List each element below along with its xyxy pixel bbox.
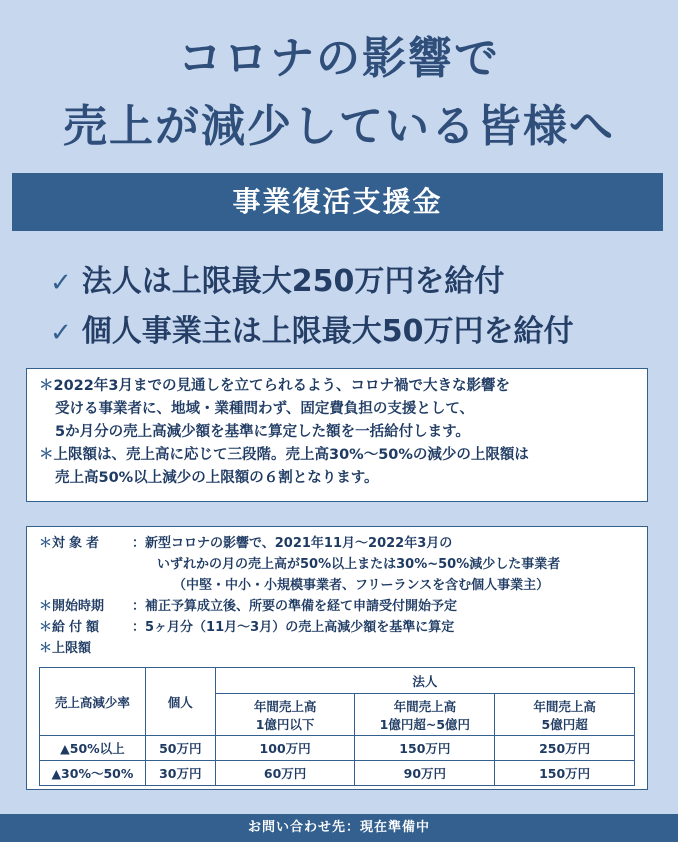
header-corp-small — [215, 694, 355, 736]
highlight-corporate-text: 法人は上限最大250万円を給付 — [81, 264, 505, 299]
contact-footer: お問い合わせ先：現在準備中 — [0, 814, 678, 842]
individual-cell: 30万円 — [145, 761, 215, 786]
rate-cell: ▲30%～50% — [40, 761, 146, 786]
target-label: 対象者 — [52, 536, 104, 551]
header-individual: 個人 — [145, 668, 215, 736]
asterisk-icon: ＊ — [39, 447, 54, 463]
corp-mid-cell: 150万円 — [355, 736, 495, 761]
table-row — [40, 761, 635, 786]
check-icon: ✓ — [50, 318, 72, 348]
asterisk-icon: ＊ — [39, 378, 54, 394]
start-entry — [39, 596, 635, 617]
rate-cell: ▲50%以上 — [40, 736, 146, 761]
highlight-corporate — [50, 256, 504, 300]
header-corp-large-l2: 5億円超 — [541, 716, 588, 732]
asterisk-icon: ＊ — [39, 536, 53, 551]
target-line-2: いずれかの月の売上高が50%以上または30%~50%減少した事業者 — [157, 557, 561, 572]
note-1-line-2: 受ける事業者に、地域・業種問わず、固定費負担の支援として、 — [55, 401, 475, 417]
amount-entry — [39, 617, 635, 638]
note-2-line-2: 売上高50%以上減少の上限額の６割となります。 — [55, 470, 379, 486]
header-corp-mid — [355, 694, 495, 736]
limit-entry — [39, 638, 635, 659]
start-label: 開始時期 — [52, 599, 105, 614]
corp-mid-cell: 90万円 — [355, 761, 495, 786]
corp-large-cell: 250万円 — [495, 736, 635, 761]
target-line-3: （中堅・中小・小規模事業者、フリーランスを含む個人事業主） — [173, 578, 550, 593]
header-corp-mid-l2: 1億円超~5億円 — [379, 716, 471, 732]
header-decline-rate: 売上高減少率 — [40, 668, 146, 736]
amount-label: 給付額 — [52, 620, 104, 635]
corp-small-cell: 100万円 — [215, 736, 355, 761]
highlight-individual — [50, 306, 574, 350]
header-corporate: 法人 — [215, 668, 634, 694]
amount-value: ：5ヶ月分（11月～3月）の売上高減少額を基準に算定 — [132, 620, 455, 635]
table-row — [40, 736, 635, 761]
asterisk-icon: ＊ — [39, 620, 53, 635]
limit-label: 上限額 — [52, 641, 92, 656]
limit-table — [39, 667, 635, 786]
note-1-line-3: 5か月分の売上高減少額を基準に算定した額を一括給付します。 — [55, 424, 470, 440]
headline-line-1: コロナの影響で — [178, 33, 500, 84]
header-corp-large-l1: 年間売上高 — [533, 698, 596, 714]
note-1 — [39, 375, 635, 444]
highlight-individual-text: 個人事業主は上限最大50万円を給付 — [81, 314, 574, 349]
program-banner: 事業復活支援金 — [12, 173, 663, 231]
headline-line-2: 売上が減少している皆様へ — [63, 101, 615, 152]
target-line-1: ：新型コロナの影響で、2021年11月～2022年3月の — [132, 536, 453, 551]
asterisk-icon: ＊ — [39, 599, 53, 614]
individual-cell: 50万円 — [145, 736, 215, 761]
header-corp-mid-l1: 年間売上高 — [393, 698, 457, 714]
header-corp-large — [495, 694, 635, 736]
corp-small-cell: 60万円 — [215, 761, 355, 786]
summary-notes-box — [26, 368, 648, 502]
start-value: ：補正予算成立後、所要の準備を経て申請受付開始予定 — [132, 599, 458, 614]
note-2-line-1: 上限額は、売上高に応じて三段階。売上高30%～50%の減少の上限額は — [53, 447, 529, 463]
note-2 — [39, 444, 635, 490]
header-corp-small-l1: 年間売上高 — [253, 698, 317, 714]
target-entry — [39, 533, 635, 596]
details-box — [26, 526, 648, 790]
check-icon: ✓ — [50, 268, 72, 298]
asterisk-icon: ＊ — [39, 641, 53, 656]
note-1-line-1: 2022年3月までの見通しを立てられるよう、コロナ禍で大きな影響を — [53, 378, 510, 394]
corp-large-cell: 150万円 — [495, 761, 635, 786]
header-corp-small-l2: 1億円以下 — [255, 716, 315, 732]
